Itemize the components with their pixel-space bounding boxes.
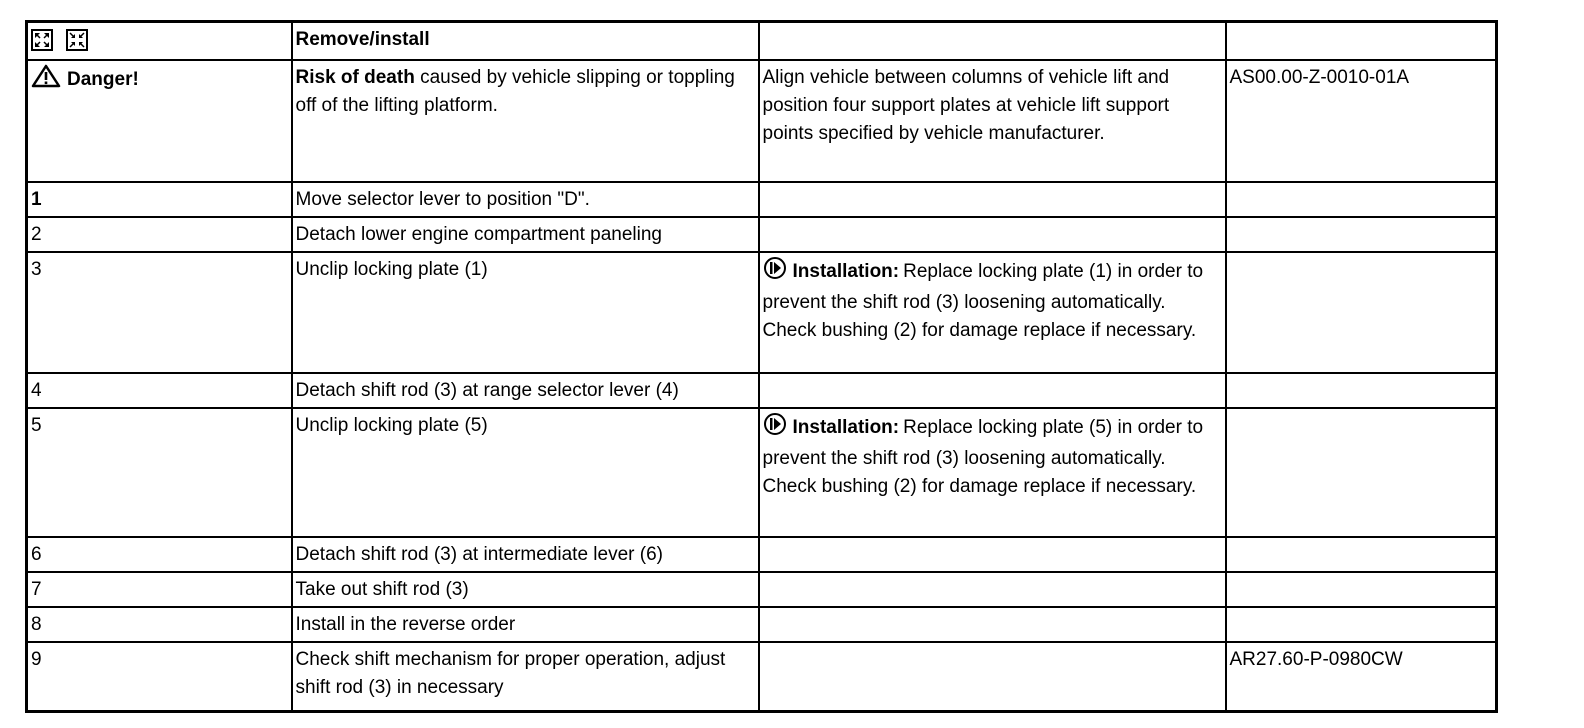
expand-view-icon[interactable] <box>31 29 53 51</box>
step-note <box>759 252 1226 373</box>
danger-instruction: Align vehicle between columns of vehicle lift and position four support plates at vehicle lift support points specified by vehicle manufacturer. <box>762 66 1170 144</box>
step-note <box>759 182 1226 217</box>
header-empty-cell <box>1226 22 1497 60</box>
step-reference-link[interactable]: AR27.60-P-0980CW <box>1229 648 1403 670</box>
danger-risk-cell <box>292 60 759 182</box>
step-note <box>759 572 1226 607</box>
step-reference <box>1226 252 1497 373</box>
step-action: Detach shift rod (3) at intermediate lever (6) <box>292 537 759 572</box>
step-note <box>759 607 1226 642</box>
procedure-table <box>25 20 1498 713</box>
step-note <box>759 217 1226 252</box>
installation-label: Installation: <box>792 416 900 438</box>
procedure-sheet <box>25 20 1495 713</box>
step-action: Unclip locking plate (5) <box>292 408 759 537</box>
step-action: Unclip locking plate (1) <box>292 252 759 373</box>
danger-instruction-cell <box>759 60 1226 182</box>
risk-text: caused by vehicle slipping or toppling off of the lifting platform. <box>295 66 735 116</box>
step-row <box>27 537 1497 572</box>
step-number: 4 <box>27 373 292 408</box>
installation-note-text: Replace locking plate (5) in order to prevent the shift rod (3) loosening automatically. Check bushing (2) for damage replace if necessary. <box>762 416 1204 497</box>
step-reference <box>1226 373 1497 408</box>
step-number: 7 <box>27 572 292 607</box>
header-title <box>292 22 759 60</box>
step-reference <box>1226 572 1497 607</box>
step-number: 5 <box>27 408 292 537</box>
installation-label: Installation: <box>792 260 900 282</box>
step-row <box>27 373 1497 408</box>
step-reference <box>1226 408 1497 537</box>
step-reference <box>1226 537 1497 572</box>
step-note <box>759 642 1226 712</box>
step-number: 3 <box>27 252 292 373</box>
danger-reference-link[interactable]: AS00.00-Z-0010-01A <box>1229 66 1410 88</box>
step-reference <box>1226 217 1497 252</box>
header-row <box>27 22 1497 60</box>
step-reference <box>1226 182 1497 217</box>
step-action: Take out shift rod (3) <box>292 572 759 607</box>
danger-row <box>27 60 1497 182</box>
installation-note-icon <box>763 412 787 445</box>
header-title-text: Remove/install <box>295 29 430 50</box>
danger-label: Danger! <box>67 68 139 90</box>
step-action: Check shift mechanism for proper operation, adjust shift rod (3) in necessary <box>292 642 759 712</box>
danger-reference-cell <box>1226 60 1497 182</box>
step-note <box>759 408 1226 537</box>
step-row <box>27 642 1497 712</box>
step-number: 8 <box>27 607 292 642</box>
installation-note-text: Replace locking plate (1) in order to prevent the shift rod (3) loosening automatically. Check bushing (2) for damage replace if necessary. <box>762 260 1204 341</box>
step-reference <box>1226 607 1497 642</box>
step-note <box>759 373 1226 408</box>
step-number: 1 <box>27 182 292 217</box>
step-number: 9 <box>27 642 292 712</box>
step-action: Detach lower engine compartment paneling <box>292 217 759 252</box>
step-row <box>27 252 1497 373</box>
step-row <box>27 607 1497 642</box>
step-number: 2 <box>27 217 292 252</box>
step-number: 6 <box>27 537 292 572</box>
step-action: Move selector lever to position "D". <box>292 182 759 217</box>
step-note <box>759 537 1226 572</box>
step-reference <box>1226 642 1497 712</box>
header-empty-cell <box>759 22 1226 60</box>
header-icons-cell <box>27 22 292 60</box>
danger-label-cell <box>27 60 292 182</box>
step-action: Install in the reverse order <box>292 607 759 642</box>
step-row <box>27 217 1497 252</box>
step-action: Detach shift rod (3) at range selector lever (4) <box>292 373 759 408</box>
warning-triangle-icon <box>31 64 61 97</box>
step-row <box>27 408 1497 537</box>
step-row <box>27 572 1497 607</box>
risk-bold: Risk of death <box>295 66 415 88</box>
step-row <box>27 182 1497 217</box>
installation-note-icon <box>763 256 787 289</box>
collapse-view-icon[interactable] <box>66 29 88 51</box>
